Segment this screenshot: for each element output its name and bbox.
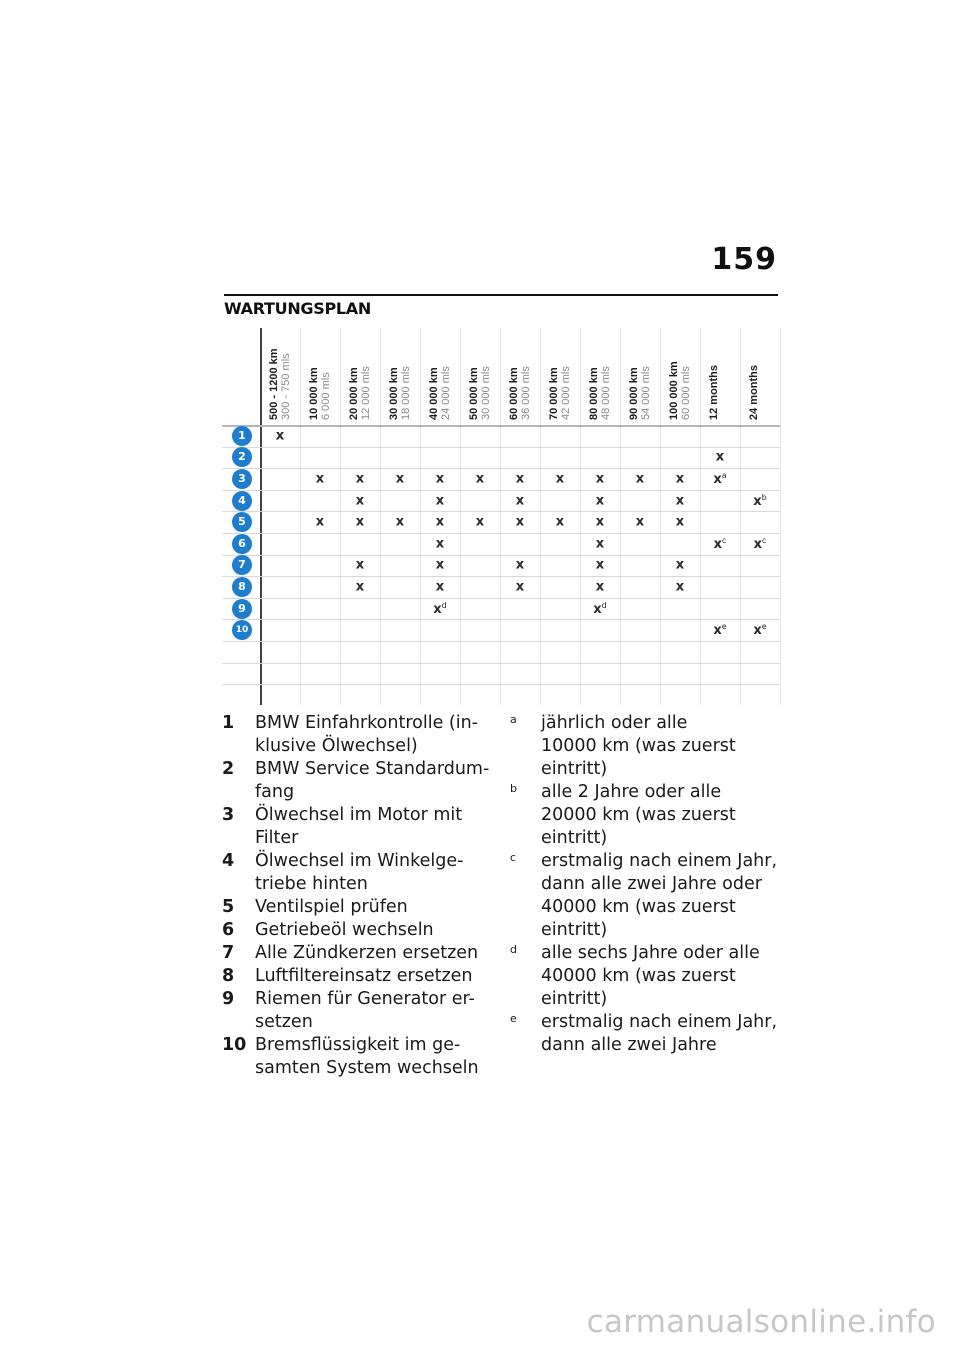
interval-mark: x [675,514,685,530]
section-title: WARTUNGSPLAN [224,299,371,318]
legend-list [222,712,492,1080]
column-header-km: 10 000 km [308,367,320,420]
legend-item [222,850,492,896]
interval-mark: x [435,536,445,552]
interval-mark: x [275,428,285,444]
legend-text: Ventilspiel prüfen [255,897,408,917]
table-column-line [460,328,461,705]
interval-mark: $x^e$ [713,622,727,639]
table-row-line [222,598,780,599]
interval-mark: x [635,471,645,487]
column-header-km: 80 000 km [588,367,600,420]
footnote-letter: a [510,713,517,726]
interval-mark: x [395,471,405,487]
footnote-text: alle sechs Jahre oder alle 40000 km (was zuerst eintritt) [541,943,760,1009]
column-header-mls: 18 000 mls [400,366,412,420]
footnote-ref: a [721,471,727,480]
row-number-badge: 4 [232,491,252,511]
interval-mark: x [435,514,445,530]
table-column-line [300,328,301,705]
footnote-item [510,712,780,781]
table-header-line [222,425,780,427]
interval-mark: x [515,579,525,595]
table-row-line [222,533,780,534]
table-column-line [660,328,661,705]
footnote-text: jährlich oder alle 10000 km (was zuerst eintritt) [541,713,736,779]
column-header [628,366,652,420]
column-header [308,367,332,420]
table-row-line [222,490,780,491]
legend-text: Riemen für Generator er- setzen [255,989,475,1032]
interval-mark: x [355,493,365,509]
row-number-badge: 1 [232,426,252,446]
legend-number: 7 [222,943,235,963]
table-row-line [222,684,780,685]
row-number-badge: 3 [232,469,252,489]
table-row-line [222,468,780,469]
column-header-mls: 60 000 mls [680,366,692,420]
interval-mark: x [555,514,565,530]
column-header [668,361,692,420]
legend-number: 3 [222,805,235,825]
footnote-item [510,1011,780,1057]
page-number: 159 [711,242,777,277]
interval-mark: $x^e$ [753,622,767,639]
row-number-badge: 7 [232,555,252,575]
footnote-text: erstmalig nach einem Jahr, dann alle zwei Jahre [541,1012,778,1055]
footnote-item [510,942,780,1011]
legend-number: 4 [222,851,235,871]
column-header-km: 12 months [708,364,720,420]
column-header-km: 70 000 km [548,367,560,420]
table-row-line [222,555,780,556]
table-row-line [222,619,780,620]
legend-number: 2 [222,759,235,779]
interval-mark: x [595,557,605,573]
interval-mark: x [475,471,485,487]
row-number-badge: 5 [232,512,252,532]
footnote-ref: b [761,492,767,502]
interval-mark: $x^a$ [713,471,727,487]
column-header-mls: 48 000 mls [600,366,612,420]
interval-mark: x [435,493,445,509]
footnote-ref: c [761,535,767,545]
column-header [468,366,492,420]
legend-text: Getriebeöl wechseln [255,920,434,940]
table-column-line [780,328,781,705]
legend-text: Ölwechsel im Motor mit Filter [255,805,463,848]
interval-mark: x [595,471,605,487]
interval-mark: $x^d$ [593,600,607,617]
interval-mark: x [515,493,525,509]
row-number-badge: 2 [232,447,252,467]
legend-item [222,712,492,758]
legend-item [222,1034,492,1080]
interval-mark: x [675,471,685,487]
legend-number: 5 [222,897,235,917]
interval-mark: x [715,449,725,465]
interval-mark: x [475,514,485,530]
legend-item [222,942,492,965]
column-header-km: 50 000 km [468,367,480,420]
legend-text: BMW Service Standardum- fang [255,759,490,802]
column-header-km: 90 000 km [628,367,640,420]
column-header [388,366,412,420]
interval-mark: $x^d$ [433,600,447,617]
legend-item [222,896,492,919]
table-column-line [420,328,421,705]
legend-number: 10 [222,1035,247,1055]
footnote-ref: d [441,600,447,610]
interval-mark: x [555,471,565,487]
column-header-km: 20 000 km [348,367,360,420]
column-header [708,365,720,420]
column-header-mls: 30 000 mls [480,366,492,420]
column-header [428,366,452,420]
column-header [548,366,572,420]
table-row-line [222,663,780,664]
interval-mark: x [355,471,365,487]
column-header-mls: 300 - 750 mls [280,353,292,420]
footnote-item [510,850,780,942]
column-header [588,366,612,420]
interval-mark: x [395,514,405,530]
column-header-mls: 36 000 mls [520,366,532,420]
column-header-km: 30 000 km [388,367,400,420]
legend-item [222,758,492,804]
interval-mark: x [675,579,685,595]
interval-mark: x [595,536,605,552]
interval-mark: $x^c$ [713,535,727,552]
legend-text: Luftfiltereinsatz ersetzen [255,966,473,986]
footnote-item [510,781,780,850]
column-header [348,366,372,420]
interval-mark: x [595,493,605,509]
legend-number: 9 [222,989,235,1009]
row-number-badge: 6 [232,534,252,554]
column-header-km: 24 months [748,364,760,420]
interval-mark: x [355,514,365,530]
legend-item [222,804,492,850]
interval-mark: x [435,557,445,573]
footnote-ref: e [761,622,767,632]
interval-mark: x [435,471,445,487]
row-number-badge: 9 [232,599,252,619]
column-header-mls: 6 000 mls [320,372,332,420]
column-header [268,348,292,420]
table-row-line [222,447,780,448]
column-header-mls: 12 000 mls [360,366,372,420]
watermark: carmanualsonline.info [586,1304,936,1340]
interval-mark: x [515,471,525,487]
legend-text: BMW Einfahrkontrolle (in- klusive Ölwechsel) [255,713,478,756]
footnote-letter: b [510,782,517,795]
interval-mark: x [675,557,685,573]
footnote-ref: c [721,535,727,545]
table-row-line [222,511,780,512]
table-row-line [222,576,780,577]
interval-mark: x [355,579,365,595]
footnote-text: erstmalig nach einem Jahr, dann alle zwei Jahre oder 40000 km (was zuerst eintritt) [541,851,778,940]
legend-item [222,965,492,988]
table-column-line [580,328,581,705]
column-header-km: 500 - 1200 km [268,348,280,420]
table-column-line [620,328,621,705]
footnote-letter: d [510,943,517,956]
table-column-line [740,328,741,705]
legend-item [222,988,492,1034]
interval-mark: x [595,579,605,595]
footnote-text: alle 2 Jahre oder alle 20000 km (was zuerst eintritt) [541,782,736,848]
column-header-mls: 42 000 mls [560,366,572,420]
footnote-letter: c [510,851,517,864]
column-header-km: 100 000 km [668,361,680,420]
legend-item [222,919,492,942]
column-header [748,365,760,420]
interval-mark: x [315,514,325,530]
column-header-mls: 54 000 mls [640,366,652,420]
table-column-line [380,328,381,705]
footnote-ref: e [721,622,727,632]
interval-mark: x [355,557,365,573]
interval-mark: x [435,579,445,595]
legend-text: Bremsflüssigkeit im ge- samten System wechseln [255,1035,479,1078]
footnote-list [510,712,780,1057]
footnote-ref: d [601,600,607,610]
column-header-km: 40 000 km [428,367,440,420]
row-number-badge: 10 [232,620,252,640]
column-header [508,366,532,420]
row-number-badge: 8 [232,577,252,597]
footnote-letter: e [510,1012,517,1025]
interval-mark: $x^c$ [753,535,767,552]
legend-text: Alle Zündkerzen ersetzen [255,943,479,963]
legend-number: 1 [222,713,235,733]
table-column-line [540,328,541,705]
interval-mark: x [675,493,685,509]
column-header-km: 60 000 km [508,367,520,420]
table-row-line [222,641,780,642]
table-column-line [340,328,341,705]
interval-mark: x [515,514,525,530]
legend-text: Ölwechsel im Winkelge- triebe hinten [255,851,464,894]
column-header-mls: 24 000 mls [440,366,452,420]
table-column-line [500,328,501,705]
interval-mark: x [315,471,325,487]
interval-mark: $x^b$ [753,492,767,509]
interval-mark: x [635,514,645,530]
table-main-divider [260,328,262,705]
interval-mark: x [515,557,525,573]
interval-mark: x [595,514,605,530]
table-column-line [700,328,701,705]
legend-number: 8 [222,966,235,986]
legend-number: 6 [222,920,235,940]
